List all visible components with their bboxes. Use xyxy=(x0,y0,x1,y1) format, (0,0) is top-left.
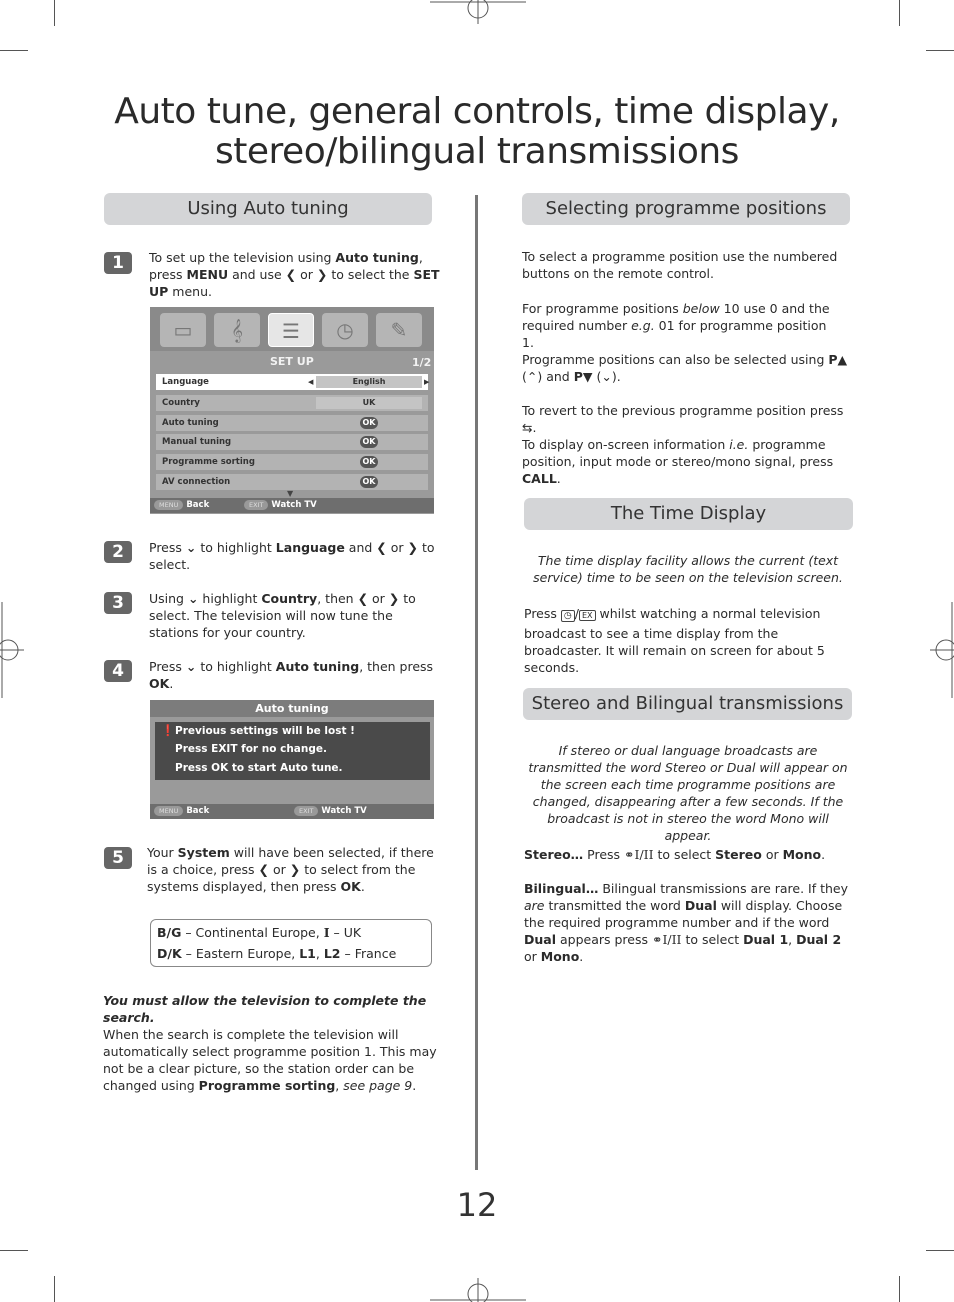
exit-key: EXIT xyxy=(294,806,318,816)
crop-mark xyxy=(54,1276,55,1302)
chevron-down-icon: ⌄ xyxy=(185,540,197,555)
ok-badge: OK xyxy=(360,476,378,488)
step-number-3: 3 xyxy=(104,592,132,614)
menu-row-auto-tuning: Auto tuning OK xyxy=(156,415,428,431)
time-para: Press ◷ / EX whilst watching a normal television broadcast to see a time display from the broadcaster. It will remain on screen for about 5 seconds. xyxy=(524,606,825,675)
step-2-text: Press ⌄ to highlight Language and ❮ or ❯ to select. xyxy=(149,540,435,572)
tv-picture-icon: ▭ xyxy=(160,313,206,347)
menu-title-bar xyxy=(150,353,434,371)
step-1-text: To set up the television using Auto tuning, press MENU and use ❮ or ❯ to select the SET UP menu. xyxy=(149,250,440,299)
menu-row-language: Language ◀ English ▶ xyxy=(156,374,428,390)
menu-title: SET UP xyxy=(270,355,314,368)
menu-icon-bar xyxy=(150,307,434,351)
auto-tuning-title: Auto tuning xyxy=(150,700,434,717)
text-clock-icon: ◷ xyxy=(561,610,575,622)
return-arrows-icon: ⇆ xyxy=(522,420,533,435)
dual-circle-icon: ⚭ xyxy=(651,932,663,947)
page-number: 12 xyxy=(456,1186,498,1224)
chevron-right-icon: ❯ xyxy=(316,267,328,282)
step-number-2: 2 xyxy=(104,541,132,563)
systems-box: B/G – Continental Europe, I – UK D/K – Eastern Europe, L1, L2 – France xyxy=(150,919,432,967)
sound-clef-icon: 𝄞 xyxy=(214,313,260,347)
registration-mark xyxy=(0,602,24,698)
step-5-text: Your System will have been selected, if there is a choice, press ❮ or ❯ to select from the systems displayed, then press OK. xyxy=(147,845,434,894)
ok-badge: OK xyxy=(360,436,378,448)
section-header-stereo-bilingual: Stereo and Bilingual transmissions xyxy=(523,688,852,720)
chevron-right-icon: ❯ xyxy=(289,862,301,877)
chevron-right-icon: ❯ xyxy=(388,591,400,606)
crop-mark xyxy=(899,1276,900,1302)
chevron-down-icon: ⌄ xyxy=(185,659,197,674)
crop-mark xyxy=(54,0,55,26)
step-number-1: 1 xyxy=(104,252,132,274)
warning-icon: ❗ xyxy=(161,724,175,737)
registration-mark xyxy=(930,602,954,698)
stereo-para: Stereo… Press ⚭I/II to select Stereo or Mono. xyxy=(524,847,826,862)
chevron-down-icon: ⌄ xyxy=(601,369,612,384)
crop-mark xyxy=(0,50,28,51)
chevron-down-icon: ⌄ xyxy=(187,591,199,606)
ok-badge: OK xyxy=(360,456,378,468)
menu-footer xyxy=(150,498,434,513)
auto-tuning-message: ❗ Previous settings will be lost ! Press EXIT for no change. Press OK to start Auto tune. xyxy=(155,722,430,780)
prog-para-4: To revert to the previous programme position press ⇆. xyxy=(522,403,844,435)
arrow-right-icon: ▶ xyxy=(424,378,430,386)
wrench-icon: ✎ xyxy=(376,313,422,347)
menu-page: 1/2 xyxy=(412,356,432,369)
chevron-right-icon: ❯ xyxy=(407,540,418,555)
registration-mark xyxy=(430,1278,526,1302)
triangle-up-icon: ▲ xyxy=(837,352,848,367)
step-number-4: 4 xyxy=(104,660,132,682)
auto-tuning-footer xyxy=(150,804,434,819)
column-divider xyxy=(475,195,478,1170)
crop-mark xyxy=(926,50,954,51)
step-number-5: 5 xyxy=(104,847,132,869)
must-allow-note: You must allow the television to complete the search. xyxy=(103,993,427,1025)
page-title xyxy=(0,92,954,172)
prog-para-2: For programme positions below 10 use 0 and the required number e.g. 01 for programme position 1. xyxy=(522,301,830,350)
scroll-down-icon: ▼ xyxy=(287,489,294,498)
auto-tuning-screenshot xyxy=(150,700,434,819)
arrow-left-icon: ◀ xyxy=(308,378,314,386)
chevron-left-icon: ❮ xyxy=(258,862,269,877)
menu-row-av-connection: AV connection OK xyxy=(156,474,428,490)
setup-menu-screenshot xyxy=(150,307,434,514)
ok-badge: OK xyxy=(360,417,378,429)
chevron-left-icon: ❮ xyxy=(357,591,369,606)
section-header-auto-tuning: Using Auto tuning xyxy=(104,193,432,225)
title-line-1: Auto tune, general controls, time display, xyxy=(114,91,840,132)
step-4-text: Press ⌄ to highlight Auto tuning, then press OK. xyxy=(149,659,434,691)
time-intro: The time display facility allows the current (text service) time to be seen on the television screen. xyxy=(533,553,843,585)
watch-tv-label: Watch TV xyxy=(271,500,317,510)
back-label: Back xyxy=(186,500,210,510)
setup-icon: ☰ xyxy=(268,313,314,347)
chevron-up-icon: ⌃ xyxy=(526,369,538,384)
exit-key: EXIT xyxy=(244,500,268,510)
stereo-intro: If stereo or dual language broadcasts are transmitted the word Stereo or Dual will appear on the screen each time programme positions are changed, disappearing after a few seconds. If the broadcast is not in stereo the word Mono will appear. xyxy=(528,743,848,843)
registration-mark xyxy=(430,0,526,24)
menu-row-country: Country UK xyxy=(156,395,428,411)
back-label: Back xyxy=(186,806,210,816)
prog-para-1: To select a programme position use the numbered buttons on the remote control. xyxy=(522,249,838,281)
triangle-down-icon: ▼ xyxy=(582,369,593,384)
dual-circle-icon: ⚭ xyxy=(624,847,635,862)
prog-para-5: To display on-screen information i.e. programme position, input mode or stereo/mono signal, press CALL. xyxy=(522,437,834,486)
section-header-programme-positions: Selecting programme positions xyxy=(522,193,850,225)
ex-button-icon: EX xyxy=(579,610,596,621)
clock-icon: ◷ xyxy=(322,313,368,347)
crop-mark xyxy=(926,1250,954,1251)
search-complete-text: When the search is complete the television will automatically select programme position 1. This may not be a clear picture, so the station order can be changed using Programme sorting, see page 9. xyxy=(103,1027,437,1093)
section-header-time-display: The Time Display xyxy=(524,498,853,530)
menu-key: MENU xyxy=(154,806,183,816)
chevron-left-icon: ❮ xyxy=(376,540,387,555)
crop-mark xyxy=(0,1250,28,1251)
chevron-left-icon: ❮ xyxy=(285,267,297,282)
title-line-2: stereo/bilingual transmissions xyxy=(215,131,739,172)
prog-para-3: Programme positions can also be selected using P▲ (⌃) and P▼ (⌄). xyxy=(522,352,848,384)
watch-tv-label: Watch TV xyxy=(321,806,367,816)
bilingual-para: Bilingual… Bilingual transmissions are rare. If they are transmitted the word Dual will display. Choose the required programme number and if the word Dual appears press ⚭I/II to select Dual 1, Dual 2 or Mono. xyxy=(524,881,849,964)
step-3-text: Using ⌄ highlight Country, then ❮ or ❯ to select. The television will now tune the stations for your country. xyxy=(149,591,416,640)
menu-row-manual-tuning: Manual tuning OK xyxy=(156,434,428,450)
menu-key: MENU xyxy=(154,500,183,510)
menu-row-programme-sorting: Programme sorting OK xyxy=(156,454,428,470)
crop-mark xyxy=(899,0,900,26)
